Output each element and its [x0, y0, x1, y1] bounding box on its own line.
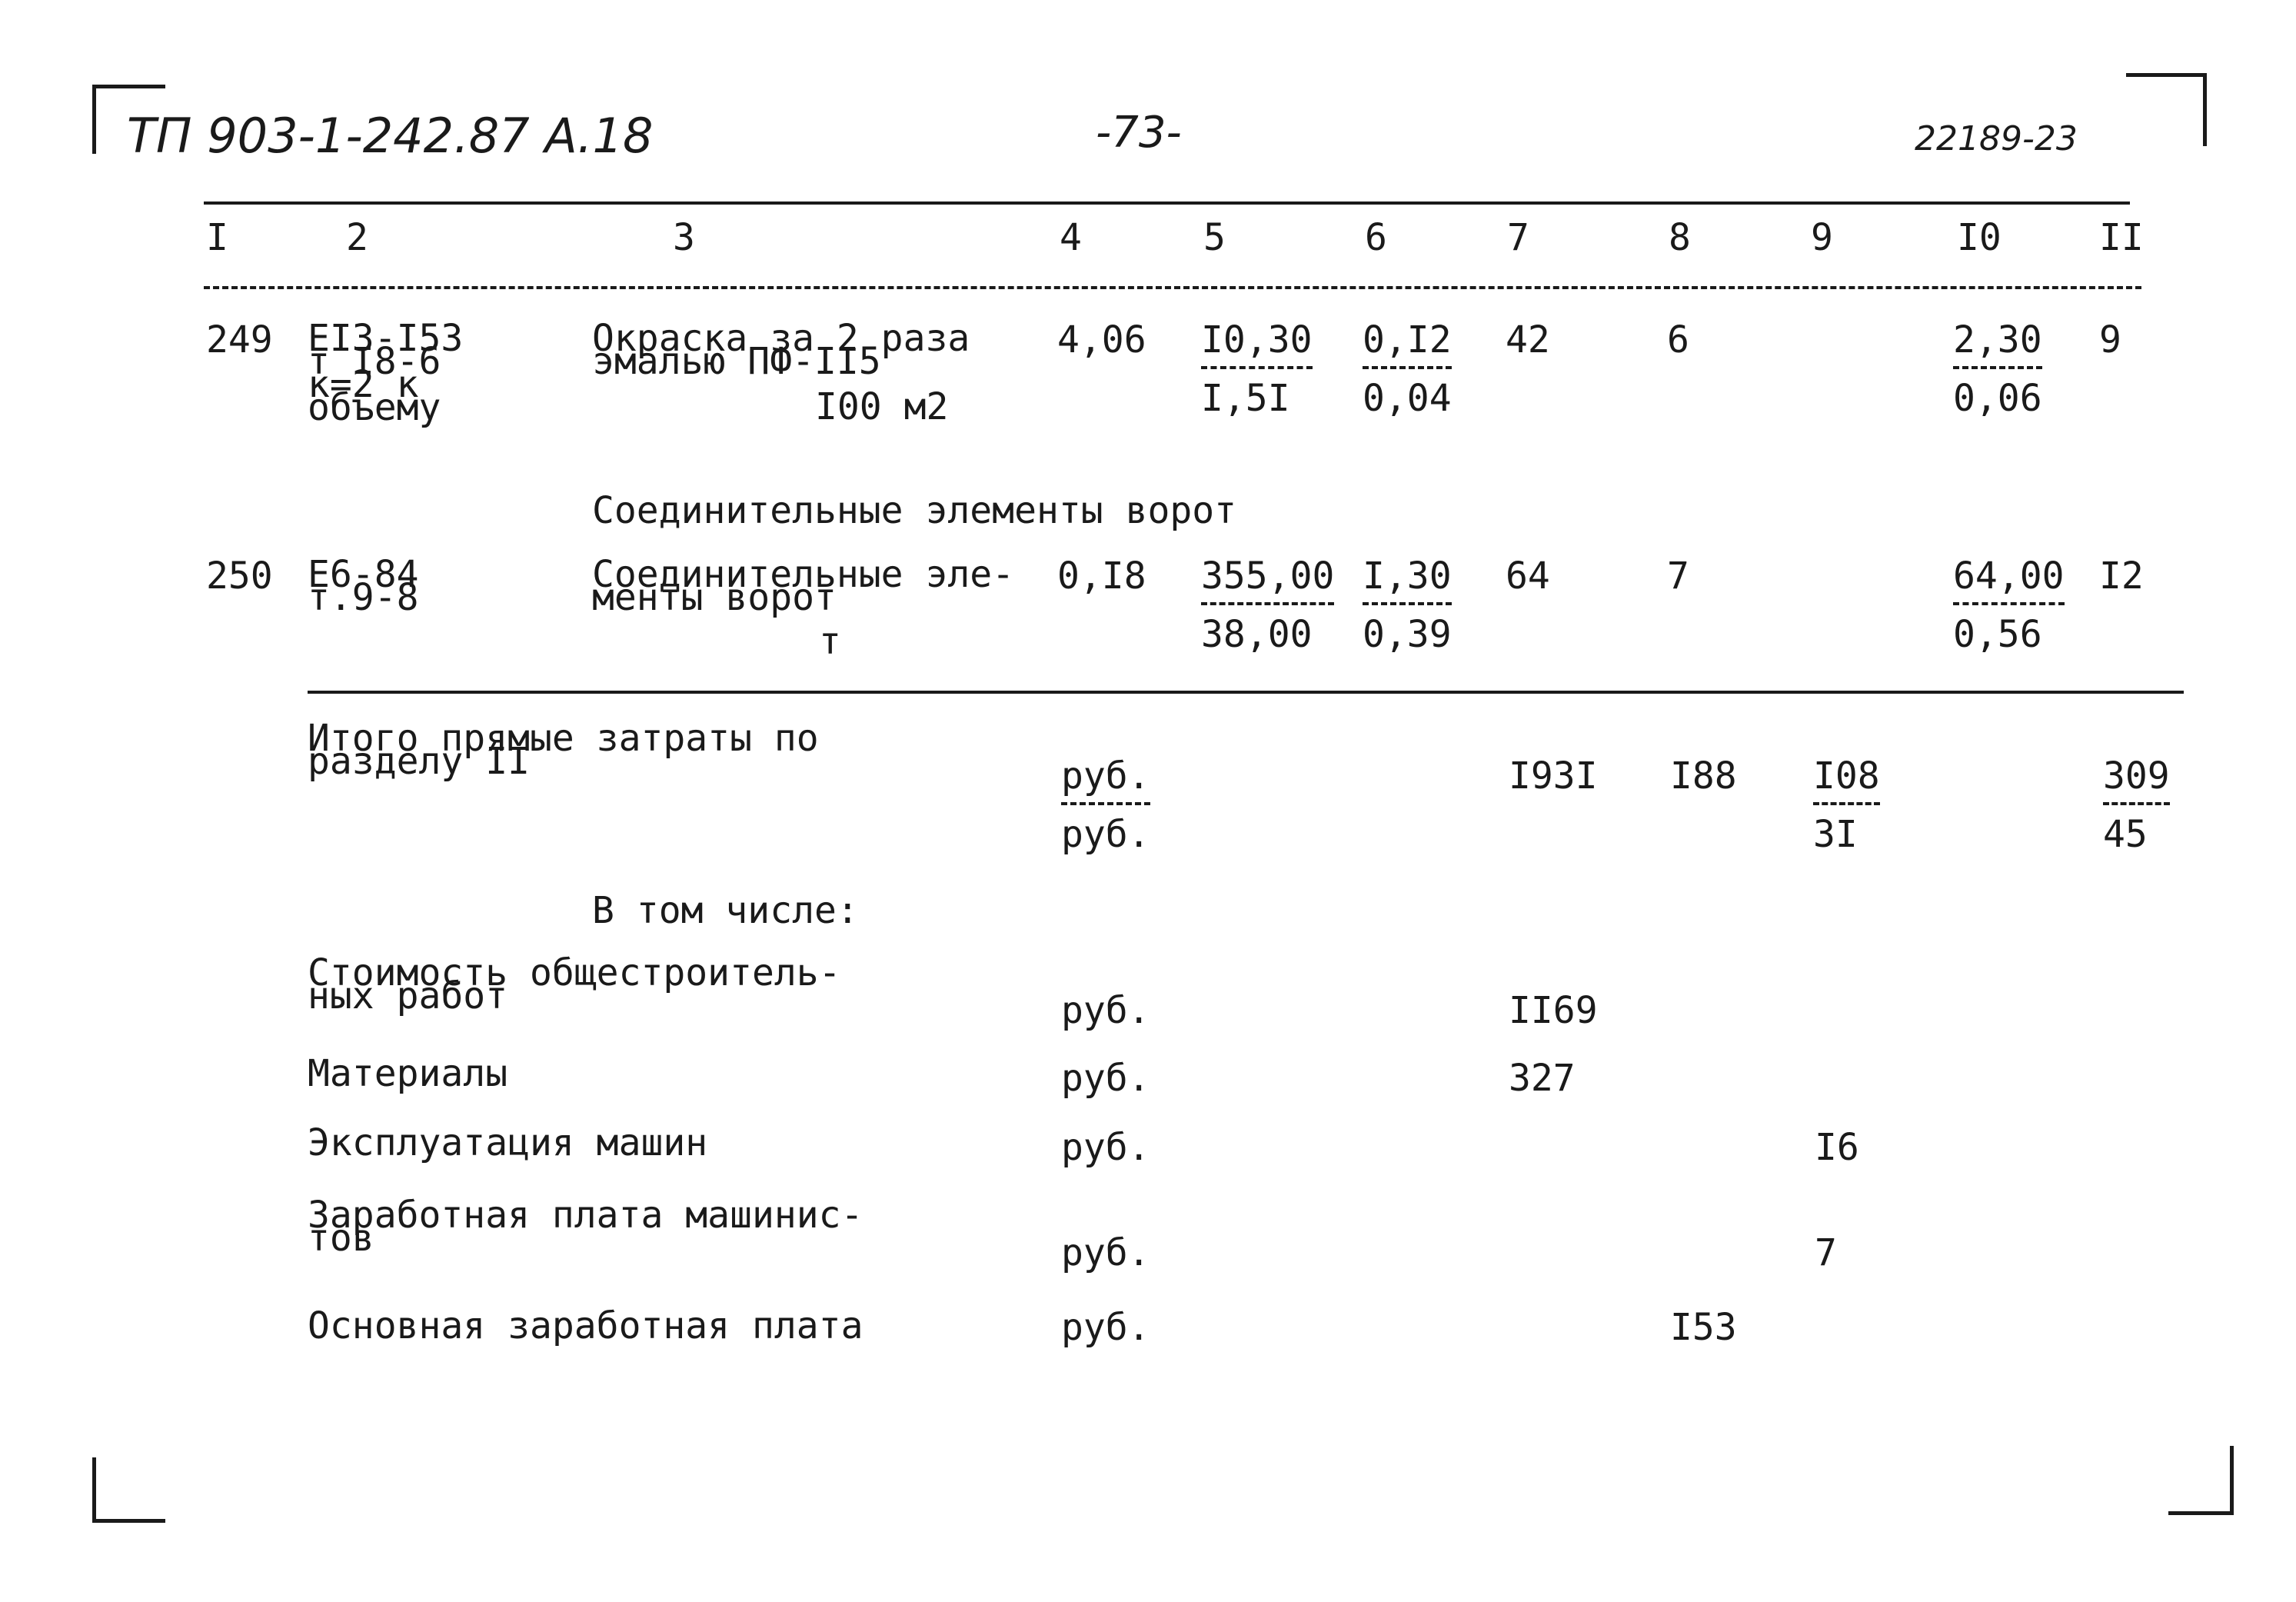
totals-unit-numerator: руб. [1061, 754, 1150, 798]
breakdown-unit: руб. [1061, 1306, 1150, 1349]
row-250-col10 [1953, 555, 2065, 656]
breakdown-unit: руб. [1061, 1126, 1150, 1169]
frame-corner-top-right [2126, 73, 2207, 146]
row-249-col4: 4,06 [1057, 318, 1146, 361]
totals-unit [1061, 754, 1150, 856]
breakdown-unit: руб. [1061, 1231, 1150, 1274]
breakdown-value: II69 [1509, 989, 1598, 1032]
totals-col11-denominator: 45 [2103, 813, 2148, 856]
row-249-col5-numerator: I0,30 [1201, 318, 1313, 361]
totals-col11 [2103, 754, 2170, 856]
totals-rule [308, 691, 2184, 694]
column-header-2: 2 [346, 216, 368, 259]
row-250-col4: 0,I8 [1057, 555, 1146, 598]
fraction-bar [1953, 602, 2065, 605]
fraction-bar [2103, 802, 2170, 805]
fraction-bar [1363, 366, 1452, 369]
row-250-description: Соединительные эле- менты ворот [592, 553, 1015, 619]
including-heading: В том числе: [592, 889, 859, 932]
totals-col9 [1813, 754, 1880, 856]
column-header-11: II [2099, 216, 2144, 259]
totals-col9-numerator: I08 [1813, 754, 1880, 798]
row-249-col11: 9 [2099, 318, 2121, 361]
totals-col8: I88 [1670, 754, 1737, 798]
row-250-unit: т [819, 620, 841, 663]
fraction-bar [1363, 602, 1452, 605]
row-250-col10-numerator: 64,00 [1953, 555, 2065, 598]
totals-col9-denominator: 3I [1813, 813, 1858, 856]
breakdown-label: Заработная плата машинис- тов [308, 1194, 863, 1260]
column-header-9: 9 [1811, 216, 1833, 259]
breakdown-label: Стоимость общестроитель- ных работ [308, 951, 841, 1017]
row-250-col11: I2 [2099, 555, 2144, 598]
row-249-unit: I00 м2 [815, 385, 949, 428]
row-249-col6-numerator: 0,I2 [1363, 318, 1452, 361]
page-number: -73- [1096, 108, 1182, 158]
row-249-col10 [1953, 318, 2042, 420]
row-249-number: 249 [206, 318, 273, 361]
document-code: ТП 903-1-242.87 А.18 [127, 108, 654, 164]
header-rule-top [204, 201, 2130, 205]
row-249-description: Окраска за 2 раза эмалью ПФ-II5 [592, 317, 970, 383]
row-250-number: 250 [206, 555, 273, 598]
row-249-col6-denominator: 0,04 [1363, 377, 1452, 420]
fraction-bar [1201, 602, 1334, 605]
breakdown-value: I53 [1670, 1306, 1737, 1349]
section-title: Соединительные элементы ворот [592, 489, 1237, 532]
column-header-6: 6 [1365, 216, 1387, 259]
column-header-5: 5 [1203, 216, 1226, 259]
fraction-bar [1953, 366, 2042, 369]
row-250-col6-denominator: 0,39 [1363, 613, 1452, 656]
breakdown-label: Материалы [308, 1052, 508, 1095]
frame-corner-bottom-left [92, 1457, 165, 1523]
row-250-col6 [1363, 555, 1452, 656]
breakdown-value: 7 [1815, 1231, 1837, 1274]
fraction-bar [1061, 802, 1150, 805]
row-250-code: E6-84 т.9-8 [308, 553, 419, 619]
column-header-1: I [206, 216, 228, 259]
column-header-4: 4 [1060, 216, 1082, 259]
row-250-col7: 64 [1506, 555, 1550, 598]
row-249-col10-numerator: 2,30 [1953, 318, 2042, 361]
totals-label: Итого прямые затраты по разделу II [308, 717, 819, 783]
breakdown-label: Основная заработная плата [308, 1304, 863, 1347]
column-header-10: I0 [1957, 216, 2002, 259]
totals-col11-numerator: 309 [2103, 754, 2170, 798]
row-250-col5 [1201, 555, 1335, 656]
breakdown-value: 327 [1509, 1057, 1576, 1100]
row-249-col8: 6 [1667, 318, 1689, 361]
fraction-bar [1813, 802, 1880, 805]
document-reference: 22189-23 [1915, 119, 2078, 158]
column-header-8: 8 [1669, 216, 1691, 259]
row-249-col7: 42 [1506, 318, 1550, 361]
header-rule-bottom [204, 286, 2141, 289]
row-250-col6-numerator: I,30 [1363, 555, 1452, 598]
breakdown-label: Эксплуатация машин [308, 1121, 708, 1164]
frame-corner-bottom-right [2168, 1446, 2234, 1515]
row-249-col5-denominator: I,5I [1201, 377, 1290, 420]
row-249-code: EI3-I53 т I8-6 к=2 к объему [308, 317, 464, 429]
row-249-col10-denominator: 0,06 [1953, 377, 2042, 420]
row-249-col6 [1363, 318, 1452, 420]
row-250-col10-denominator: 0,56 [1953, 613, 2042, 656]
breakdown-unit: руб. [1061, 1057, 1150, 1100]
fraction-bar [1201, 366, 1313, 369]
row-250-col5-numerator: 355,00 [1201, 555, 1335, 598]
totals-unit-denominator: руб. [1061, 813, 1150, 856]
column-header-7: 7 [1507, 216, 1529, 259]
column-header-3: 3 [673, 216, 695, 259]
row-250-col8: 7 [1667, 555, 1689, 598]
row-250-col5-denominator: 38,00 [1201, 613, 1313, 656]
breakdown-value: I6 [1815, 1126, 1859, 1169]
row-249-col5 [1201, 318, 1313, 420]
breakdown-unit: руб. [1061, 989, 1150, 1032]
totals-col7: I93I [1509, 754, 1598, 798]
